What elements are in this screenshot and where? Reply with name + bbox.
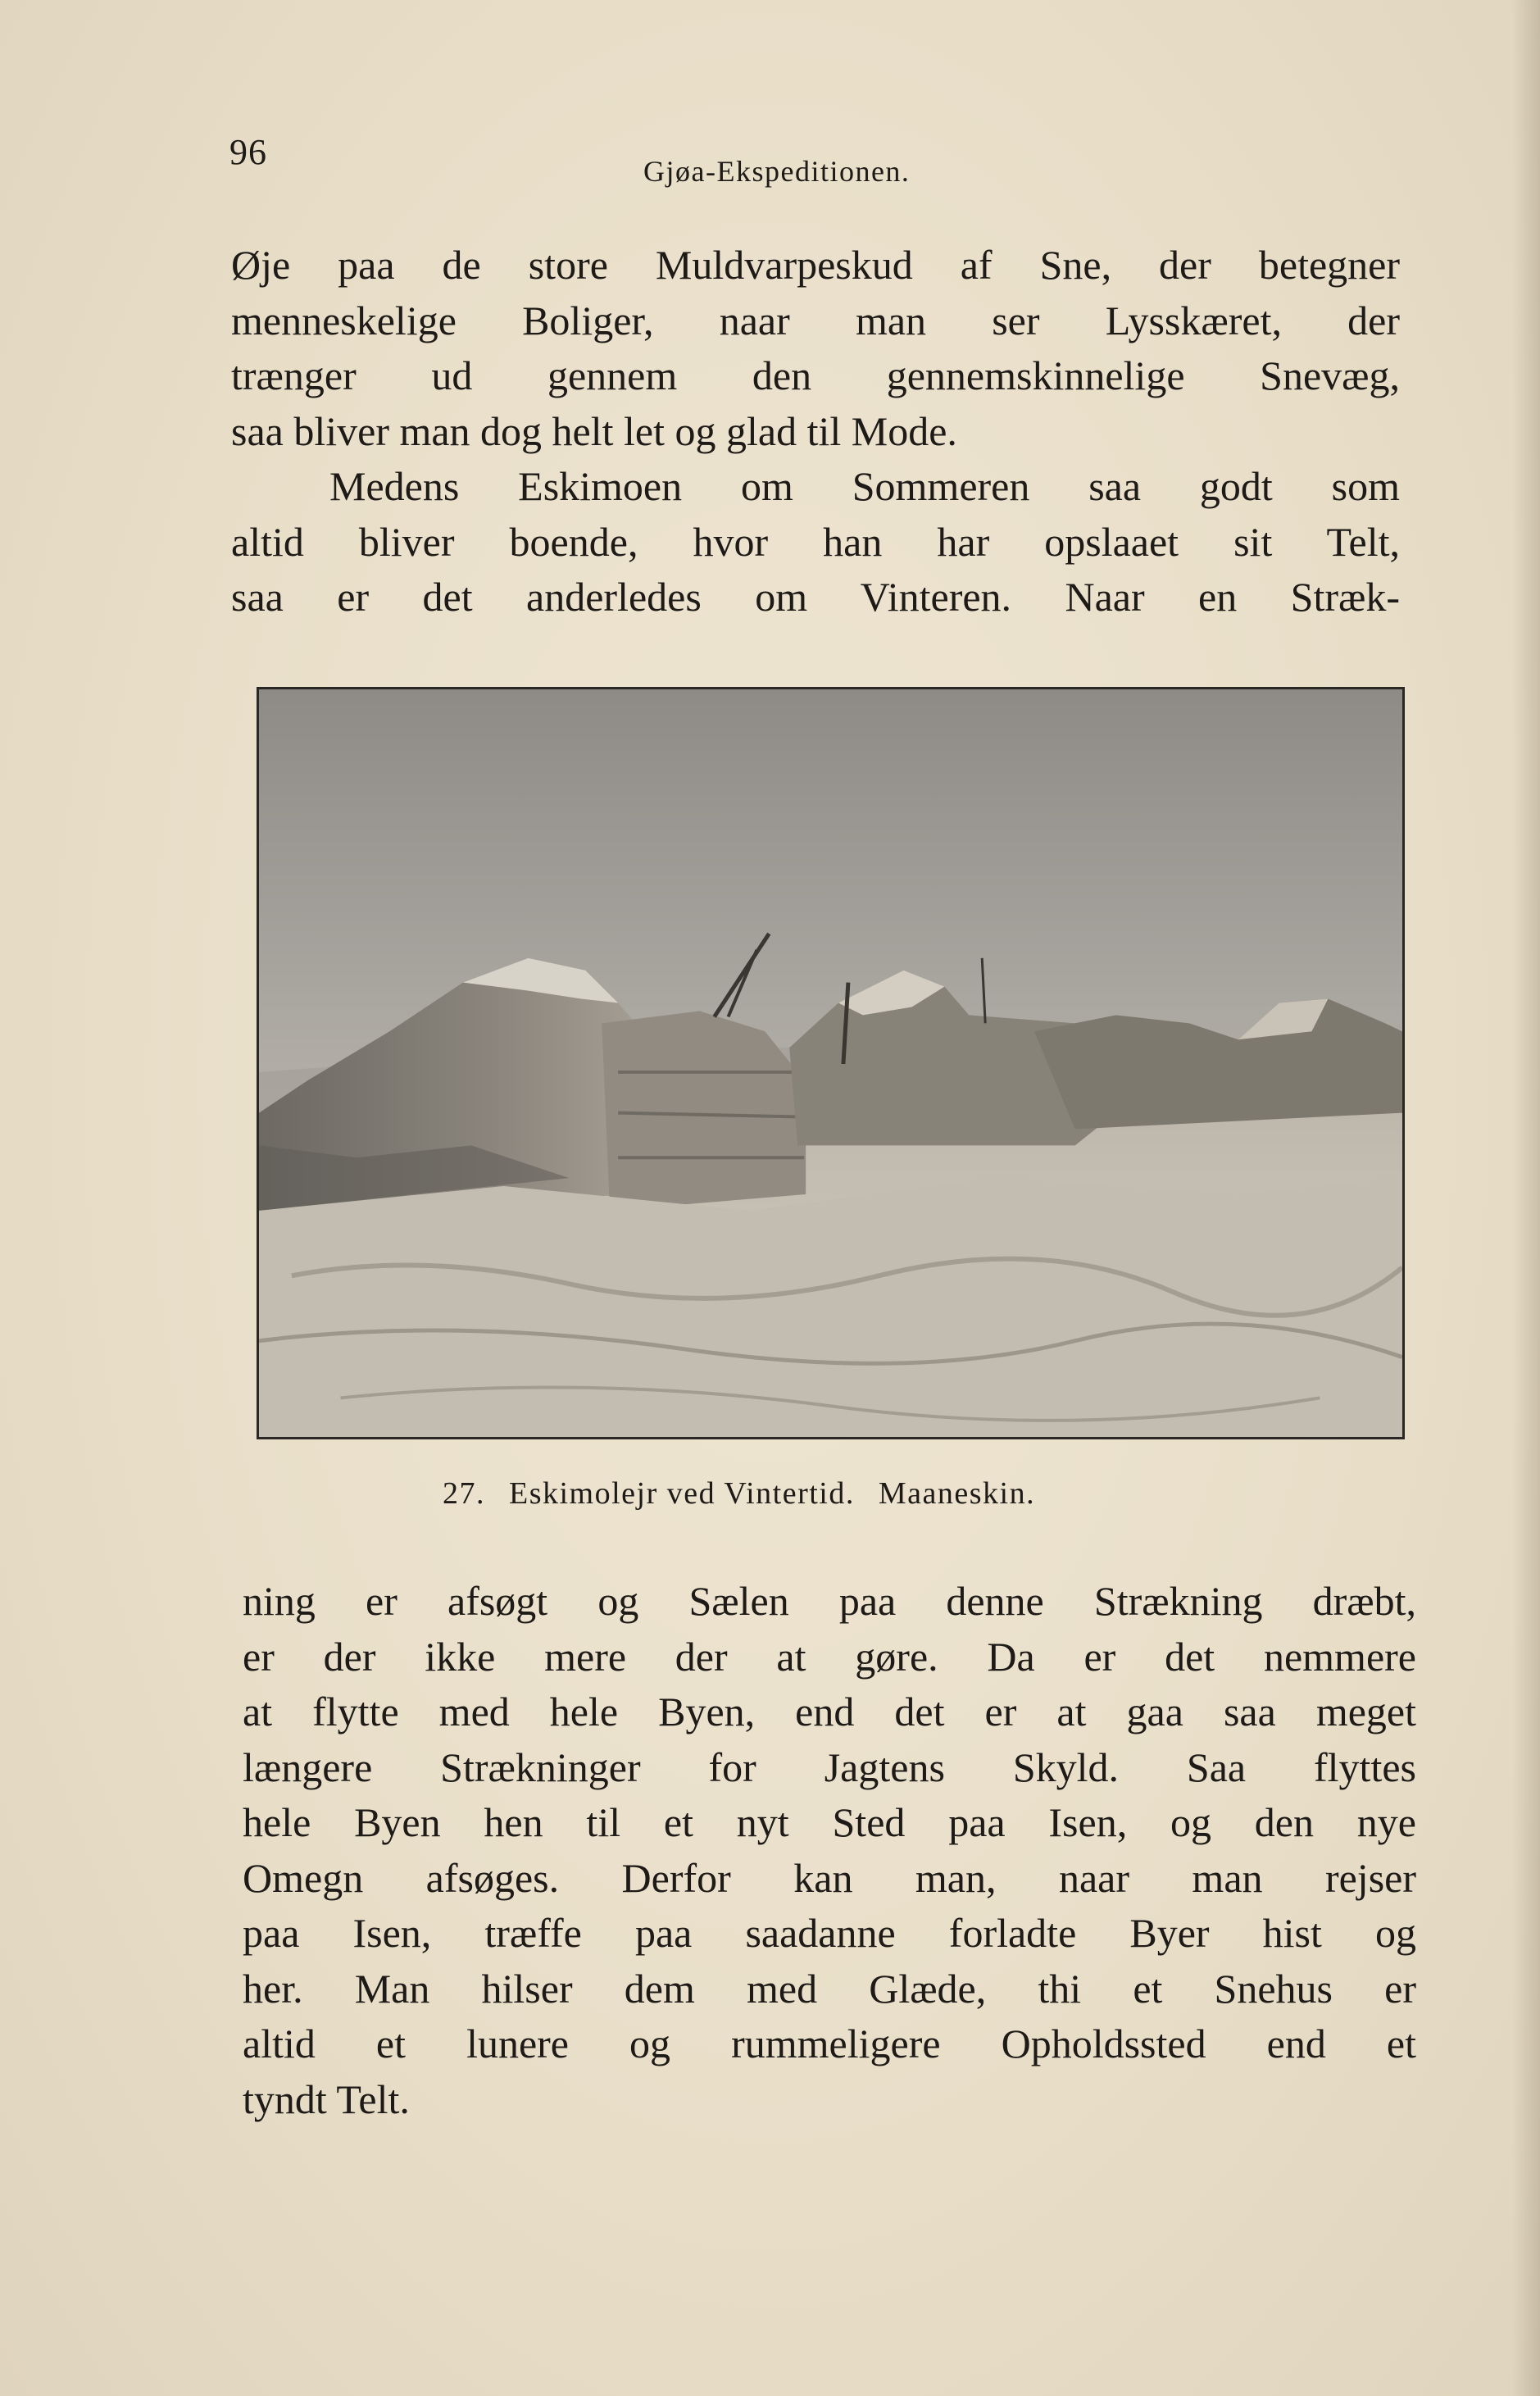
text-line: saa er det anderledes om Vinteren. Naar en Stræk- bbox=[231, 574, 1400, 620]
text-line: at flytte med hele Byen, end det er at gaa saa meget bbox=[243, 1689, 1416, 1734]
running-head bbox=[229, 131, 1410, 188]
text-line: hele Byen hen til et nyt Sted paa Isen, og den nye bbox=[243, 1799, 1416, 1845]
photograph-eskimo-camp bbox=[257, 687, 1405, 1439]
running-title: Gjøa-Ekspeditionen. bbox=[643, 155, 911, 188]
text-line: saa bliver man dog helt let og glad til Mode. bbox=[231, 407, 957, 454]
text-line: altid et lunere og rummeligere Opholdssted end et bbox=[243, 2021, 1416, 2066]
text-line: her. Man hilser dem med Glæde, thi et Snehus er bbox=[243, 1965, 1416, 2012]
text-line: ning er afsøgt og Sælen paa denne Strækning dræbt, bbox=[243, 1578, 1416, 1624]
paragraph-2 bbox=[231, 459, 1400, 625]
page-number: 96 bbox=[229, 132, 267, 172]
figure-caption bbox=[443, 1475, 1229, 1512]
bottom-text-block bbox=[243, 1574, 1416, 2127]
text-line: trænger ud gennem den gennemskinnelige Snevæg, bbox=[231, 352, 1400, 398]
text-line: Omegn afsøges. Derfor kan man, naar man rejser bbox=[243, 1854, 1416, 1901]
page-edge-shadow bbox=[1512, 0, 1540, 2396]
paragraph-1 bbox=[231, 238, 1400, 459]
text-line: altid bliver boende, hvor han har opslaaet sit Telt, bbox=[231, 518, 1400, 565]
text-line: Medens Eskimoen om Sommeren saa godt som bbox=[329, 463, 1400, 509]
figure-number: 27. bbox=[443, 1476, 485, 1511]
text-line: tyndt Telt. bbox=[243, 2075, 410, 2122]
text-line: menneskelige Boliger, naar man ser Lysskæret, der bbox=[231, 297, 1400, 343]
text-line: er der ikke mere der at gøre. Da er det nemmere bbox=[243, 1633, 1416, 1680]
figure-caption-text: Eskimolejr ved Vintertid. bbox=[509, 1476, 855, 1511]
text-line: Øje paa de store Muldvarpeskud af Sne, der betegner bbox=[231, 242, 1400, 288]
photo-illustration bbox=[259, 689, 1402, 1437]
figure-caption-extra: Maaneskin. bbox=[878, 1476, 1036, 1511]
text-line: paa Isen, træffe paa saadanne forladte Byer hist og bbox=[243, 1910, 1416, 1956]
top-text-block bbox=[231, 238, 1400, 625]
text-line: længere Strækninger for Jagtens Skyld. Saa flyttes bbox=[243, 1744, 1416, 1790]
